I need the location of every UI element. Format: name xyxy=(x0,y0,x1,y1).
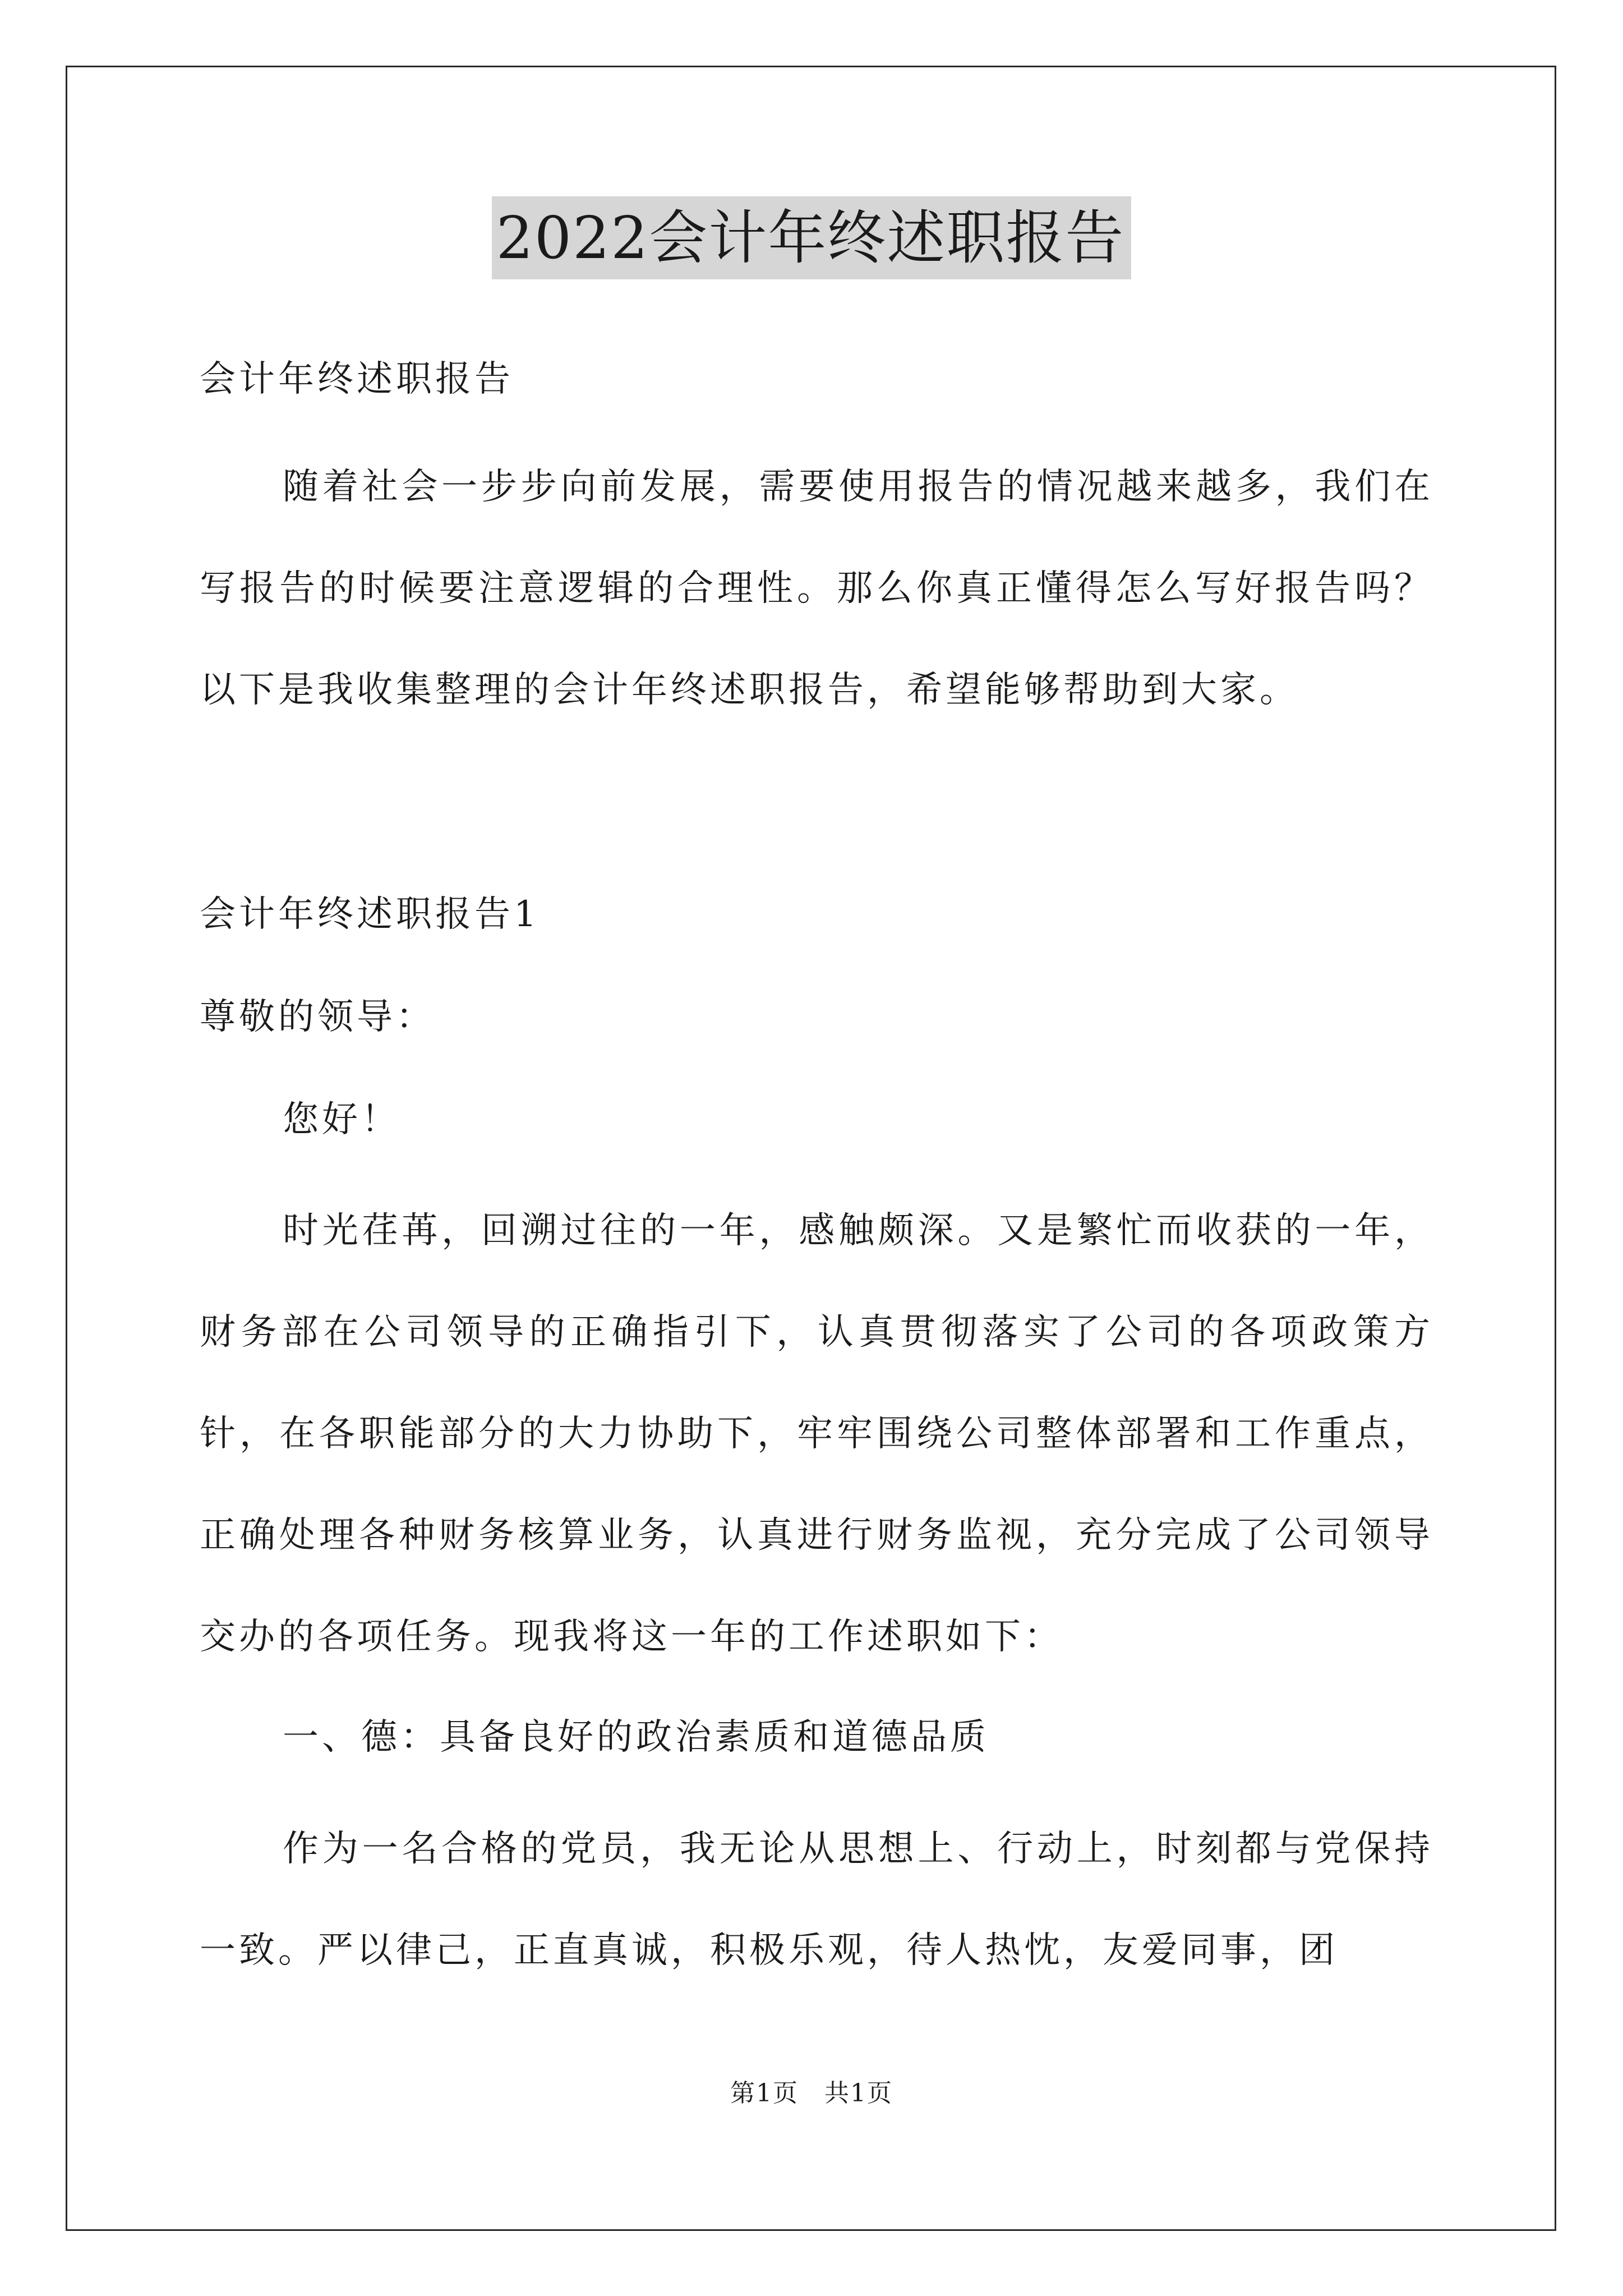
salutation: 尊敬的领导： xyxy=(200,996,435,1038)
page-footer: 第1页 共1页 xyxy=(730,2079,893,2108)
point-heading-1: 一、德：具备良好的政治素质和道德品质 xyxy=(283,1717,989,1758)
body-paragraph-1: 时光荏苒，回溯过往的一年，感触颇深。又是繁忙而收获的一年，财务部在公司领导的正确指引下，认真贯彻落实了公司的各项政策方针，在各职能部分的大力协助下，牢牢围绕公司整体部署和工作重点，正确处理各种财务核算业务，认真进行财务监视，充分完成了公司领导交办的各项任务。现我将这一年的工作述职如下： xyxy=(200,1210,1433,1658)
title-container xyxy=(0,196,1623,279)
document-subtitle: 会计年终述职报告 xyxy=(200,358,514,400)
intro-paragraph: 随着社会一步步向前发展，需要使用报告的情况越来越多，我们在写报告的时候要注意逻辑的合理性。那么你真正懂得怎么写好报告吗？以下是我收集整理的会计年终述职报告，希望能够帮助到大家。 xyxy=(200,466,1433,711)
greeting: 您好！ xyxy=(283,1099,400,1140)
section-heading: 会计年终述职报告1 xyxy=(200,894,540,935)
document-title: 2022会计年终述职报告 xyxy=(492,196,1132,279)
body-paragraph-2: 作为一名合格的党员，我无论从思想上、行动上，时刻都与党保持一致。严以律己，正直真诚，积极乐观，待人热忱，友爱同事，团 xyxy=(200,1828,1433,1971)
